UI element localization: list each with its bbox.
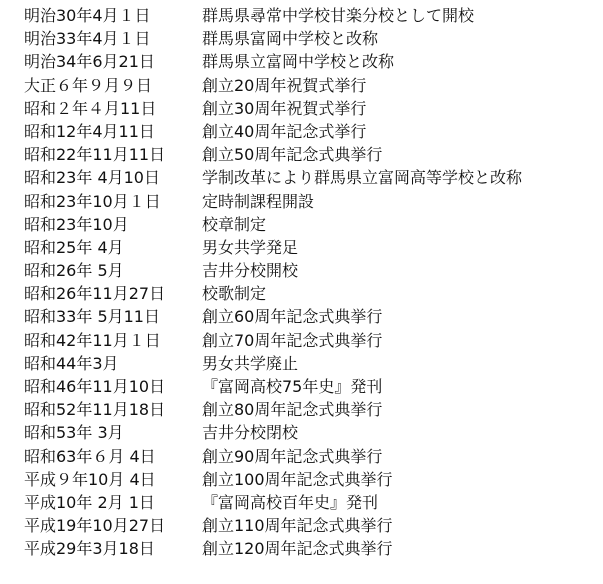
history-row <box>24 421 599 444</box>
history-date: 平成９年10月 4日 <box>24 469 156 489</box>
history-date: 大正６年９月９日 <box>24 75 153 95</box>
history-event: 創立120周年記念式典挙行 <box>202 539 393 559</box>
history-row <box>24 352 599 375</box>
history-date: 昭和26年 5月 <box>24 261 124 281</box>
history-event: 創立40周年記念式挙行 <box>202 121 367 141</box>
history-row <box>24 166 599 189</box>
history-row <box>24 236 599 259</box>
history-row <box>24 190 599 213</box>
history-row <box>24 375 599 398</box>
history-row <box>24 4 599 27</box>
school-history-list <box>24 4 599 561</box>
history-event: 校章制定 <box>202 214 267 234</box>
history-event: 創立100周年記念式典挙行 <box>202 469 393 489</box>
history-date: 昭和２年４月11日 <box>24 98 157 118</box>
history-event: 『富岡高校75年史』発刊 <box>202 377 383 396</box>
history-row <box>24 445 599 468</box>
history-date: 昭和23年 4月10日 <box>24 168 160 188</box>
history-date: 明治34年6月21日 <box>24 52 155 72</box>
history-date: 明治33年4月１日 <box>24 29 151 49</box>
history-event: 創立90周年記念式典挙行 <box>202 446 383 466</box>
history-row <box>24 120 599 143</box>
history-date: 昭和46年11月10日 <box>24 377 166 396</box>
history-row <box>24 213 599 236</box>
history-date: 昭和12年4月11日 <box>24 121 155 141</box>
history-row <box>24 143 599 166</box>
history-date: 昭和23年10月 <box>24 214 129 234</box>
history-date: 昭和42年11月１日 <box>24 330 161 350</box>
history-date: 平成19年10月27日 <box>24 516 166 536</box>
history-row <box>24 468 599 491</box>
history-date: 平成10年 2月 1日 <box>24 492 155 512</box>
history-event: 創立50周年記念式典挙行 <box>202 145 383 165</box>
history-event: 創立20周年祝賀式挙行 <box>202 75 367 95</box>
history-date: 昭和33年 5月11日 <box>24 307 160 327</box>
history-event: 男女共学廃止 <box>202 353 299 373</box>
history-row <box>24 398 599 421</box>
history-event: 創立80周年記念式典挙行 <box>202 400 383 420</box>
history-date: 平成29年3月18日 <box>24 539 155 559</box>
history-date: 昭和23年10月１日 <box>24 191 161 211</box>
history-event: 『富岡高校百年史』発刊 <box>202 492 379 512</box>
history-row <box>24 27 599 50</box>
history-event: 群馬県尋常中学校甘楽分校として開校 <box>202 6 475 25</box>
history-row <box>24 282 599 305</box>
history-event: 吉井分校開校 <box>202 261 299 281</box>
history-date: 昭和52年11月18日 <box>24 400 166 420</box>
history-event: 創立60周年記念式典挙行 <box>202 307 383 327</box>
history-row <box>24 537 599 560</box>
history-event: 創立30周年祝賀式挙行 <box>202 98 367 118</box>
history-row <box>24 259 599 282</box>
history-row <box>24 97 599 120</box>
history-event: 創立70周年記念式典挙行 <box>202 330 383 350</box>
history-date: 昭和44年3月 <box>24 353 119 373</box>
history-date: 明治30年4月１日 <box>24 6 151 25</box>
history-row <box>24 305 599 328</box>
history-event: 群馬県富岡中学校と改称 <box>202 29 379 49</box>
history-event: 群馬県立富岡中学校と改称 <box>202 52 395 72</box>
history-date: 昭和63年６月 4日 <box>24 446 156 466</box>
history-event: 吉井分校閉校 <box>202 423 299 443</box>
history-date: 昭和26年11月27日 <box>24 284 166 304</box>
history-date: 昭和25年 4月 <box>24 237 124 257</box>
history-event: 学制改革により群馬県立富岡高等学校と改称 <box>202 168 523 188</box>
history-event: 創立110周年記念式典挙行 <box>202 516 393 536</box>
history-row <box>24 329 599 352</box>
history-row <box>24 491 599 514</box>
history-event: 校歌制定 <box>202 284 267 304</box>
history-date: 昭和22年11月11日 <box>24 145 166 165</box>
history-row <box>24 514 599 537</box>
history-event: 男女共学発足 <box>202 237 299 257</box>
history-row <box>24 50 599 73</box>
history-event: 定時制課程開設 <box>202 191 315 211</box>
history-row <box>24 74 599 97</box>
history-date: 昭和53年 3月 <box>24 423 124 443</box>
